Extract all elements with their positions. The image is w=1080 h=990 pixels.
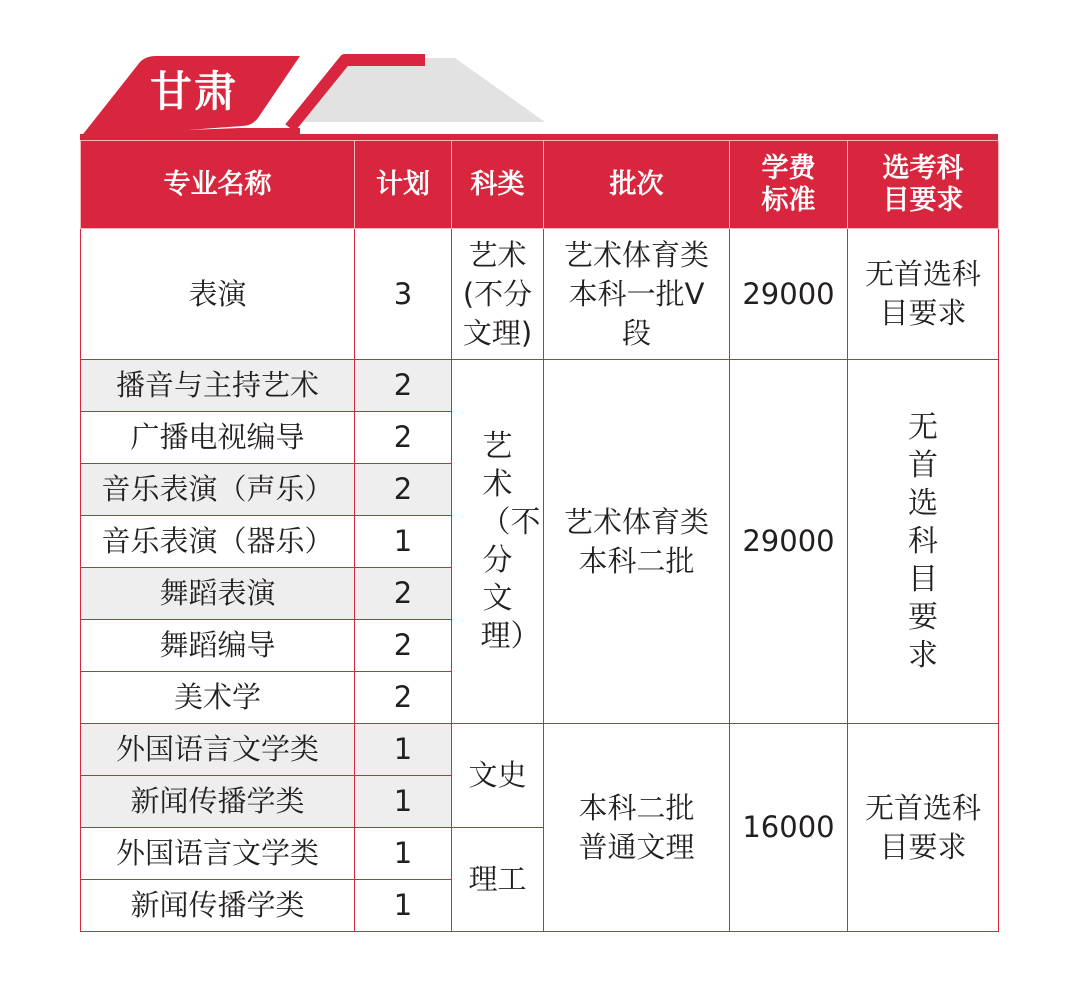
plan-cell: 2 [355,412,452,464]
major-cell: 广播电视编导 [81,412,355,464]
header-plan: 计划 [355,141,452,229]
subject-cell [848,724,999,932]
category-cell [452,229,544,360]
major-cell: 表演 [81,229,355,360]
major-cell: 音乐表演（声乐） [81,464,355,516]
category-text: 艺术（不分文理） [480,428,541,654]
major-cell: 外国语言文学类 [81,724,355,776]
plan-cell: 1 [355,776,452,828]
subject-cell [848,360,999,724]
plan-cell: 2 [355,672,452,724]
fee-cell: 16000 [730,724,848,932]
subject-text: 无首选科目要求 [864,257,981,330]
plan-cell: 2 [355,464,452,516]
batch-text: 本科二批普通文理 [578,790,695,864]
header-fee-text: 学费标准 [761,152,816,216]
major-cell: 舞蹈编导 [81,620,355,672]
batch-text: 艺术体育类本科二批 [563,504,709,578]
table-row [81,229,999,360]
batch-cell [544,229,730,360]
major-cell: 舞蹈表演 [81,568,355,620]
table-row [81,724,999,776]
subject-cell [848,229,999,360]
plan-cell: 2 [355,360,452,412]
plan-cell: 1 [355,828,452,880]
category-cell [452,360,544,724]
province-title: 甘肃 [150,67,239,116]
table-row [81,360,999,412]
header-row [81,141,999,229]
major-cell: 新闻传播学类 [81,880,355,932]
major-cell: 播音与主持艺术 [81,360,355,412]
category-text: 艺术(不分文理) [462,237,533,350]
major-cell: 外国语言文学类 [81,828,355,880]
batch-text: 艺术体育类本科一批V段 [563,237,709,350]
header-subject-text: 选考科目要求 [882,152,964,216]
batch-cell [544,724,730,932]
header-category: 科类 [452,141,544,229]
major-cell: 美术学 [81,672,355,724]
header-major: 专业名称 [81,141,355,229]
batch-cell [544,360,730,724]
plan-cell: 1 [355,724,452,776]
enrollment-table [80,140,999,932]
category-cell: 理工 [452,828,544,932]
title-banner [0,0,1080,140]
plan-cell: 1 [355,880,452,932]
subject-text: 无首选科目要求 [864,790,981,864]
fee-cell: 29000 [730,229,848,360]
plan-cell: 2 [355,568,452,620]
fee-cell: 29000 [730,360,848,724]
plan-cell: 2 [355,620,452,672]
subject-text: 无首选科目要求 [908,409,938,673]
header-fee [730,141,848,229]
major-cell: 新闻传播学类 [81,776,355,828]
plan-cell: 1 [355,516,452,568]
category-cell: 文史 [452,724,544,828]
header-subject [848,141,999,229]
header-batch: 批次 [544,141,730,229]
major-cell: 音乐表演（器乐） [81,516,355,568]
plan-cell: 3 [355,229,452,360]
